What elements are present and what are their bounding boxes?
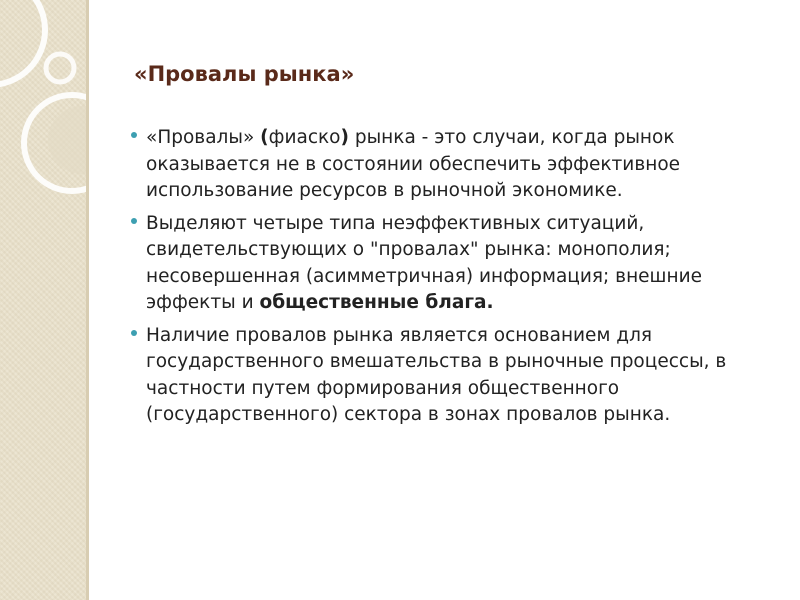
bullet-dot-icon [131,132,137,138]
bullet-dot-icon [131,330,137,336]
bullet-text: «Провалы» [146,127,261,148]
slide-title: «Провалы рынка» [134,62,355,86]
decorative-circles-icon [0,0,88,600]
bullet-text: ( [260,127,269,148]
list-item [131,211,771,317]
panel-divider [86,0,89,600]
list-item [131,323,771,429]
bullet-text: ) [340,127,349,148]
bullet-text: Выделяют четыре типа неэффективных ситуаций, свидетельствующих о "провалах" рынка: монополия; несовершенная (асимметричная) информация; внешние эффекты и [146,212,702,313]
bullet-text: рынка - это случаи, когда рынок оказывается не в состоянии обеспечить эффективное использование ресурсов в рыночной экономике. [146,127,681,201]
list-item [131,125,771,205]
bullet-dot-icon [131,218,137,224]
bullet-bold-text: общественные блага. [259,292,494,313]
bullet-text: Наличие провалов рынка является основанием для государственного вмешательства в рыночные процессы, в частности путем формирования общественного (государственного) сектора в зонах провалов рынка. [146,324,727,425]
bullet-text: фиаско [268,127,341,148]
bullet-list [131,125,771,435]
decorative-side-panel [0,0,88,600]
